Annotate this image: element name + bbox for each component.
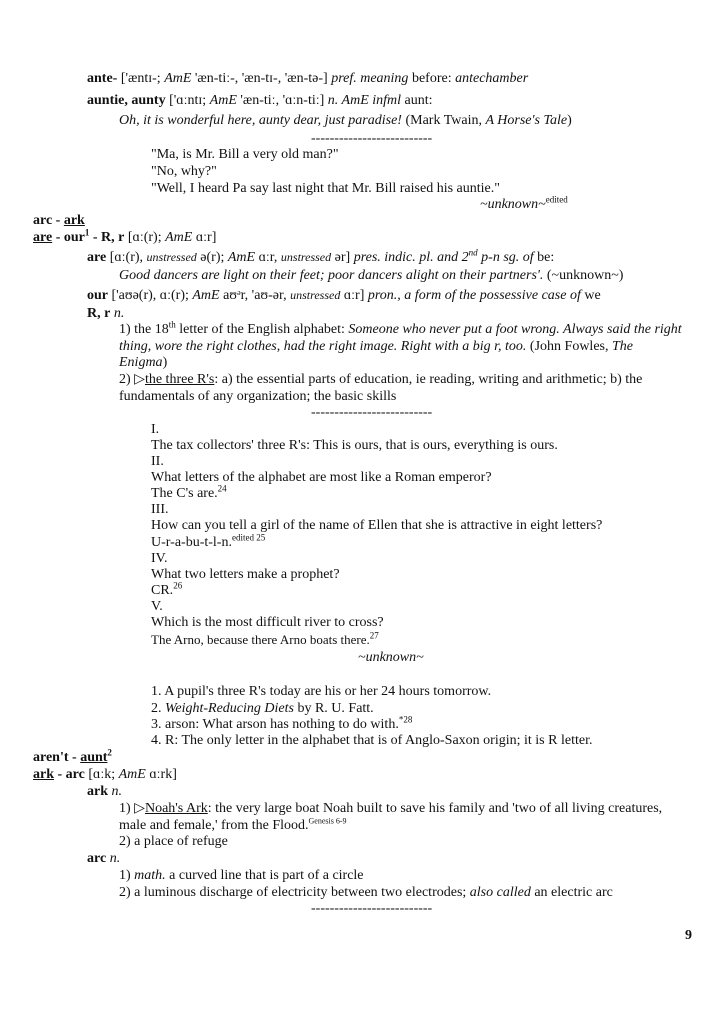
pronunciation: ər] — [331, 250, 354, 265]
part-of-speech: p-n sg. of — [477, 250, 534, 265]
entry-ark — [87, 784, 122, 800]
joke-line: "Ma, is Mr. Bill a very old man?" — [151, 147, 339, 162]
pronunciation: [ɑːk; — [84, 767, 119, 782]
definition-number: 1) — [119, 801, 135, 816]
group-head-arc: - arc — [54, 767, 85, 782]
answer-text: U-r-a-bu-t-l-n. — [151, 535, 232, 550]
pronunciation: ə(r); — [196, 250, 228, 265]
pronunciation: ɑːr] — [340, 288, 368, 303]
definition-number: 1) — [119, 868, 135, 883]
quote-text: Good dancers are light on their feet; poor dancers alight on their partners'. — [119, 268, 544, 283]
ame-label: AmE — [192, 288, 220, 303]
r-definition-2 — [119, 372, 642, 388]
pronunciation-ame: 'æn-tiː, 'ɑːn-tiː] — [236, 93, 328, 108]
group-are-our-r — [33, 227, 217, 246]
group-head-ark[interactable]: ark — [33, 767, 54, 782]
joke-number: II. — [151, 454, 164, 469]
quote-source: (Mark Twain, — [401, 113, 486, 128]
attribution-note: edited — [545, 194, 568, 205]
ame-label: AmE — [227, 250, 256, 265]
quote-text: Oh, it is wonderful here, aunty dear, just paradise! — [119, 113, 402, 128]
definition-text: male and female,' from the Flood. — [119, 818, 309, 833]
definition-text: a curved line that is part of a circle — [165, 868, 364, 883]
entry-our — [87, 287, 601, 304]
joke-answer — [151, 532, 266, 551]
list-item: 4. R: The only letter in the alphabet that is of Anglo-Saxon origin; it is R letter. — [151, 733, 593, 748]
quote-text: thing, wore the right clothes, had the right image. Right with a big r, too. — [119, 339, 527, 354]
cross-ref-arc-ark — [33, 213, 85, 229]
answer-text: CR. — [151, 583, 174, 598]
footnote-ref: 27 — [369, 630, 379, 641]
group-head-are[interactable]: are — [33, 230, 53, 245]
pronunciation-ame: aʊᵊr, 'aʊ-ər, — [219, 288, 291, 303]
group-head-our: - our — [52, 230, 85, 245]
quote-source: (John Fowles, — [526, 339, 612, 354]
definition-text: 2) a luminous discharge of electricity between two electrodes; — [119, 885, 470, 900]
joke-question: What two letters make a prophet? — [151, 567, 340, 582]
footnote-ref: *28 — [398, 714, 413, 725]
headword: our — [87, 288, 108, 303]
ame-label: AmE — [118, 767, 146, 782]
arc-definition-1 — [119, 868, 364, 884]
ark-definition-1 — [119, 801, 662, 817]
unstressed-label: unstressed — [280, 250, 332, 264]
joke-question: Which is the most difficult river to cross? — [151, 615, 384, 630]
pronunciation-ame: ɑːr, — [255, 250, 281, 265]
r-definition-1-cont — [119, 339, 633, 355]
ame-label: AmE — [209, 93, 237, 108]
quote-source-title: A Horse's Tale — [485, 113, 568, 128]
list-item: 1. A pupil's three R's today are his or her 24 hours tomorrow. — [151, 684, 492, 699]
part-of-speech: n. — [106, 851, 121, 866]
list-item — [151, 701, 374, 717]
cross-ref-link-ark[interactable]: ark — [63, 213, 85, 228]
joke-number: V. — [151, 599, 163, 614]
definition: be: — [533, 250, 555, 265]
joke-number: I. — [151, 422, 160, 437]
joke-question: What letters of the alphabet are most like a Roman emperor? — [151, 470, 492, 485]
joke-text: The tax collectors' three R's: This is ours, that is ours, everything is ours. — [151, 438, 558, 453]
list-item — [151, 714, 413, 733]
list-number: 2. — [151, 701, 165, 716]
entry-auntie — [87, 93, 433, 109]
quote-source-end: ) — [567, 113, 572, 128]
headword: ante- — [87, 71, 118, 86]
definition-text: : the very large boat Noah built to save his family and 'two of all living creatures, — [207, 801, 663, 816]
homonym-number: 2 — [107, 747, 112, 758]
pronunciation-ame: ɑːr] — [192, 230, 217, 245]
also-called-label: also called — [469, 885, 531, 900]
headword: are — [87, 250, 107, 265]
part-of-speech: n. — [108, 784, 122, 799]
pronunciation: [ɑː(r); — [124, 230, 166, 245]
r-definition-1-cont — [119, 355, 167, 371]
joke-attribution — [358, 650, 424, 666]
idiom-link[interactable]: Noah's Ark — [144, 801, 208, 816]
ark-definition-2: 2) a place of refuge — [119, 834, 228, 849]
headword: R, r — [87, 306, 111, 321]
group-ark-arc — [33, 767, 177, 783]
joke-line: "Well, I heard Pa say last night that Mr. Bill raised his auntie." — [151, 181, 500, 196]
ame-label: AmE — [165, 230, 193, 245]
entry-r — [87, 306, 124, 322]
joke-question: How can you tell a girl of the name of Ellen that she is attractive in eight letters? — [151, 518, 603, 533]
are-quote — [119, 268, 623, 284]
headword: arc — [87, 851, 107, 866]
group-head-r: - R, r — [89, 230, 125, 245]
part-of-speech: pron., a form of the possessive case of — [367, 288, 581, 303]
quote-source-end: ) — [162, 355, 168, 370]
auntie-quote — [119, 113, 572, 129]
part-of-speech: n. AmE infml — [327, 93, 402, 108]
separator: -------------------------- — [311, 405, 433, 420]
definition: we — [580, 288, 601, 303]
footnote-ref: 26 — [173, 580, 183, 591]
definition-text: letter of the English alphabet: — [175, 322, 349, 337]
cross-ref-head: arc - — [33, 213, 64, 228]
separator: -------------------------- — [311, 131, 433, 146]
ame-label: AmE — [164, 71, 192, 86]
cross-ref-link-aunt[interactable]: aunt — [80, 750, 108, 765]
definition-text: : a) the essential parts of education, ie reading, writing and arithmetic; b) the — [214, 372, 643, 387]
cross-ref-arent-aunt — [33, 747, 112, 766]
example: antechamber — [455, 71, 529, 86]
arc-definition-2 — [119, 885, 613, 901]
homonym-number: 1 — [84, 227, 90, 238]
attribution-text: ~unknown~ — [480, 197, 546, 212]
definition-number: 1) the 18 — [119, 322, 169, 337]
definition-number: 2) — [119, 372, 135, 387]
joke-line: "No, why?" — [151, 164, 217, 179]
pronunciation: [ɑː(r), — [106, 250, 147, 265]
quote-text: Someone who never put a foot wrong. Always said the right — [348, 322, 682, 337]
pronunciation: ['ɑːntɪ; — [165, 93, 210, 108]
quote-source-title: Enigma — [119, 355, 163, 370]
headword: auntie, aunty — [87, 93, 166, 108]
subject-label: math. — [134, 868, 166, 883]
joke-number: III. — [151, 502, 169, 517]
joke-answer — [151, 483, 227, 502]
list-text: by R. U. Fatt. — [293, 701, 374, 716]
part-of-speech: n. — [110, 306, 125, 321]
definition-text: an electric arc — [530, 885, 613, 900]
part-of-speech: pref. meaning — [331, 71, 409, 86]
quote-source-title: The — [611, 339, 633, 354]
entry-are — [87, 249, 554, 266]
arrow-icon: ▷ — [134, 372, 145, 387]
footnote-ref: 24 — [217, 483, 227, 494]
pronunciation: ['aʊə(r), ɑː(r); — [108, 288, 193, 303]
page-number: 9 — [685, 928, 692, 943]
entry-ante — [87, 71, 528, 87]
answer-text: The Arno, because there Arno boats there. — [151, 632, 370, 647]
entry-arc — [87, 851, 120, 867]
pronunciation: ['æntɪ-; — [117, 71, 165, 86]
headword: ark — [87, 784, 108, 799]
joke-attribution — [480, 194, 568, 213]
joke-number: IV. — [151, 551, 168, 566]
r-definition-2-cont: fundamentals of any organization; the basic skills — [119, 389, 397, 404]
attribution-text: ~unknown~ — [358, 650, 424, 665]
definition: before: — [408, 71, 456, 86]
pronunciation-ame: 'æn-tiː-, 'æn-tɪ-, 'æn-tə-] — [191, 71, 332, 86]
arrow-icon: ▷ — [134, 801, 145, 816]
quote-source: (~unknown~) — [543, 268, 624, 283]
book-title: Weight-Reducing Diets — [165, 701, 294, 716]
idiom-link[interactable]: the three R's — [144, 372, 215, 387]
footnote-ref: edited 25 — [231, 532, 266, 543]
superscript: th — [168, 319, 176, 330]
definition: aunt: — [401, 93, 433, 108]
part-of-speech: pres. indic. pl. and 2 — [353, 250, 469, 265]
unstressed-label: unstressed — [290, 288, 341, 302]
answer-text: The C's are. — [151, 486, 218, 501]
joke-answer — [151, 580, 183, 599]
cross-ref-head: aren't - — [33, 750, 81, 765]
list-text: 3. arson: What arson has nothing to do with. — [151, 717, 399, 732]
r-definition-1 — [119, 319, 682, 338]
joke-answer — [151, 632, 379, 648]
bible-reference: Genesis 6-9 — [308, 816, 347, 826]
separator: -------------------------- — [311, 901, 433, 916]
unstressed-label: unstressed — [146, 250, 197, 264]
superscript: nd — [468, 247, 478, 258]
ark-definition-1-cont — [119, 818, 347, 834]
pronunciation-ame: ɑːrk] — [145, 767, 177, 782]
